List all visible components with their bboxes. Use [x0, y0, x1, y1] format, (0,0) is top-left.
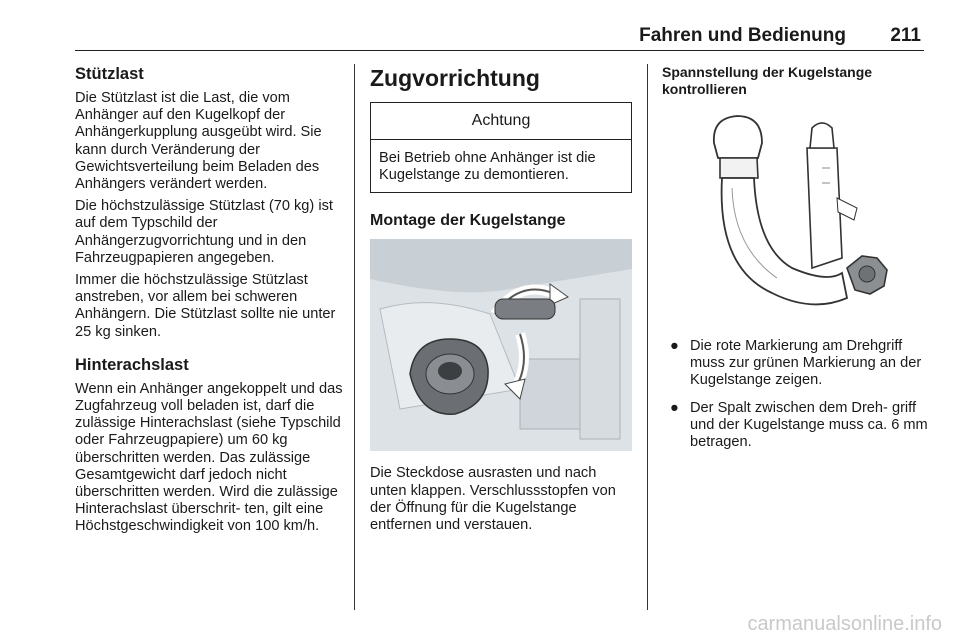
warning-title: Achtung	[371, 103, 631, 140]
bullet-list	[662, 338, 930, 451]
subheading-montage: Montage der Kugelstange	[370, 212, 566, 230]
heading-hinterachslast: Hinterachslast	[75, 355, 189, 374]
bullet-dot-icon: ●	[670, 338, 679, 354]
header-title: Fahren und Bedienung	[639, 25, 846, 46]
paragraph: Die Stützlast ist die Last, die vom Anhänger auf den Kugelkopf der Anhängerkupplung ausgeübt wird. Sie kann durch Veränderung der Gewichtsverteilung beim Beladen des Anhängers verändert werden.	[75, 90, 322, 193]
paragraph: Wenn ein Anhänger angekoppelt und das Zugfahrzeug voll beladen ist, darf die zulässige Hinterachslast (siehe Typschild oder Fahrzeugpapiere) um 60 kg überschritten werden. Das zulässige Gesamtgewicht darf jedoch nicht überschritten werden. Wird die zulässige Hinterachslast überschrit‐ ten, gilt eine Höchstgeschwindigkeit von 100 km/h.	[75, 380, 343, 535]
bullet-dot-icon: ●	[670, 399, 679, 416]
illustration-socket	[370, 239, 632, 451]
list-item: ● Die rote Markierung am Drehgriff muss zur grünen Markierung an der Kugelstange zeigen.	[670, 338, 922, 389]
paragraph: Die Steckdose ausrasten und nach unten klappen. Verschlussstopfen von der Öffnung für die Kugelstange entfernen und verstauen.	[370, 465, 616, 534]
warning-text: Bei Betrieb ohne Anhänger ist die Kugelstange zu demontieren.	[379, 150, 596, 184]
column-left	[75, 64, 347, 541]
column-middle	[370, 64, 632, 539]
column-divider	[354, 64, 355, 610]
paragraph: Die höchstzulässige Stützlast (70 kg) ist auf dem Typschild der Anhängerzugvorrichtung und in den Fahrzeugpapieren angegeben.	[75, 198, 333, 266]
subheading-spannstellung: Spannstellung der Kugelstange kontrollieren	[662, 64, 873, 97]
watermark: carmanualsonline.info	[747, 613, 942, 635]
warning-box	[370, 102, 632, 193]
column-divider	[647, 64, 648, 610]
illustration-ball-rod	[662, 108, 930, 320]
column-right	[662, 64, 930, 461]
paragraph: Immer die höchstzulässige Stützlast anstreben, vor allem bei schweren Anhängern. Die Stützlast sollte nie unter 25 kg sinken.	[75, 272, 336, 340]
heading-stuetzlast: Stützlast	[75, 65, 144, 83]
section-title: Zugvorrichtung	[370, 65, 540, 91]
list-item: ● Der Spalt zwischen dem Dreh‐ griff und der Kugelstange muss ca. 6 mm betragen.	[670, 399, 928, 451]
page-header	[75, 22, 924, 51]
page-number: 211	[890, 25, 921, 46]
